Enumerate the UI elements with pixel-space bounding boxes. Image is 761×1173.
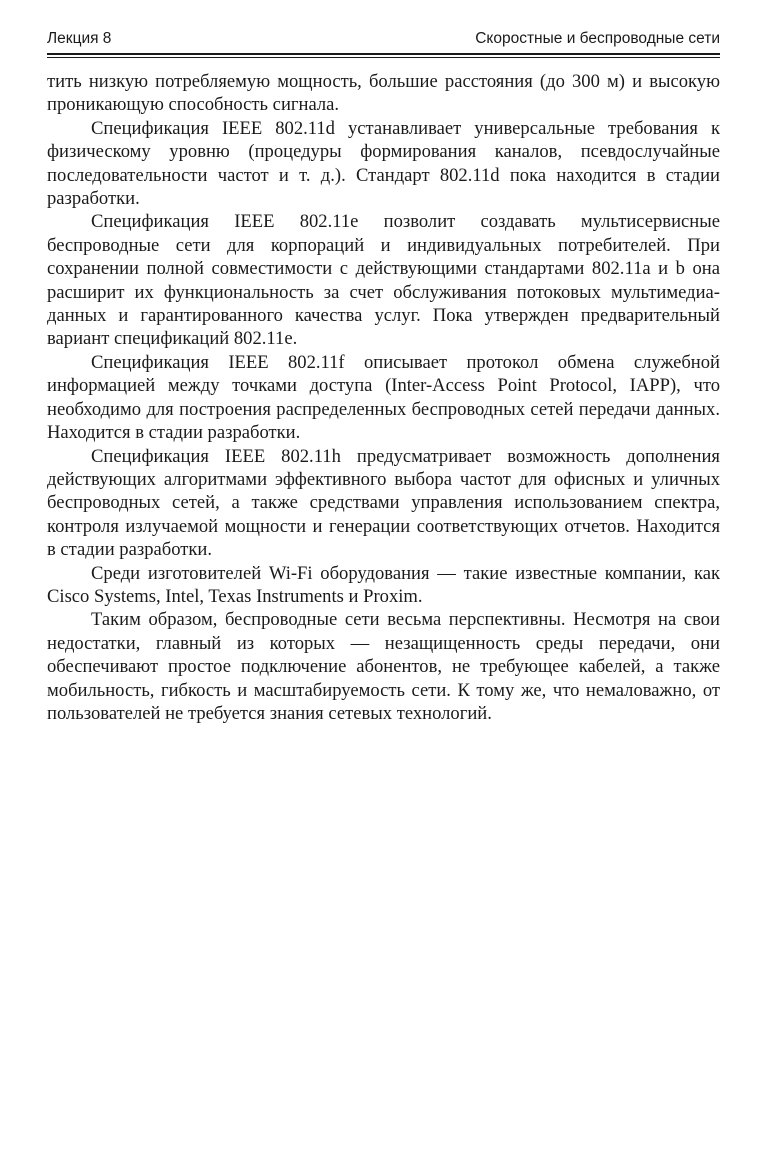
body-text bbox=[47, 70, 720, 725]
paragraph-continuation: тить низкую потребляемую мощность, большие расстояния (до 300 м) и высокую проникающую способность сигнала. bbox=[47, 71, 720, 116]
paragraph-ieee-802-11h: Спецификация IEEE 802.11h предусматривает возможность дополнения действующих алгоритмами эффективного выбора частот для офисных и уличных беспроводных сетей, а также средствами управления использованием спектра, контроля излучаемой мощности и генерации соответствующих отчетов. Находится в стадии разработки. bbox=[47, 445, 720, 561]
header-chapter-title: Скоростные и беспроводные сети bbox=[475, 30, 720, 47]
header-lecture-number: Лекция 8 bbox=[47, 30, 112, 47]
paragraph-ieee-802-11f: Спецификация IEEE 802.11f описывает протокол обмена служебной информацией между точками доступа (Inter-Access Point Protocol, IAPP), что необходимо для построения распределенных беспроводных сетей передачи данных. Находится в стадии разработки. bbox=[47, 351, 720, 444]
document-page bbox=[47, 30, 720, 725]
paragraph-ieee-802-11e: Спецификация IEEE 802.11e позволит создавать мультисервисные беспроводные сети для корпораций и индивидуальных потребителей. При сохранении полной совместимости с действующими стандартами 802.11a и b она расширит их функциональность за счет обслуживания потоковых мультимедиа-данных и гарантированного качества услуг. Пока утвержден предварительный вариант спецификаций 802.11e. bbox=[47, 211, 720, 350]
paragraph-conclusion: Таким образом, беспроводные сети весьма перспективны. Несмотря на свои недостатки, главный из которых — незащищенность среды передачи, они обеспечивают простое подключение абонентов, не требующее кабелей, а также мобильность, гибкость и масштабируемость сети. К тому же, что немаловажно, от пользователей не требуется знания сетевых технологий. bbox=[47, 609, 720, 724]
header-rule-thin bbox=[47, 57, 720, 58]
paragraph-ieee-802-11d: Спецификация IEEE 802.11d устанавливает универсальные требования к физическому уровню (процедуры формирования каналов, псевдослучайные последовательности частот и т. д.). Стандарт 802.11d пока находится в стадии разработки. bbox=[47, 117, 720, 210]
paragraph-manufacturers: Среди изготовителей Wi-Fi оборудования — такие известные компании, как Cisco Systems, Intel, Texas Instruments и Proxim. bbox=[47, 562, 720, 607]
running-header bbox=[47, 30, 720, 53]
